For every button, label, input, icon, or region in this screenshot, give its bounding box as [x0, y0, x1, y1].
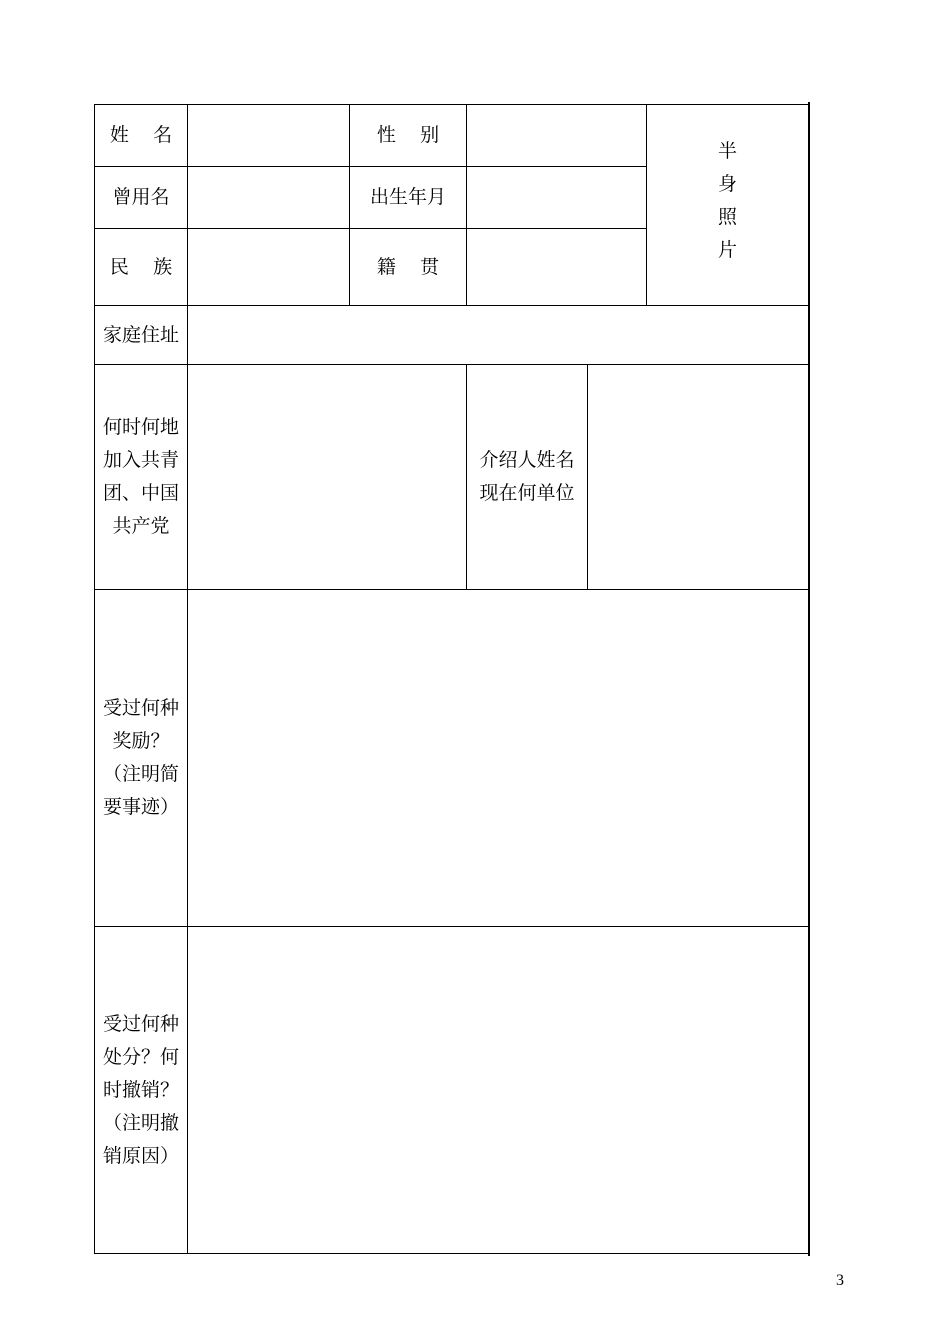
ethnicity-label: 民 族 — [109, 255, 173, 278]
punishments-field[interactable] — [188, 927, 809, 1254]
address-label-cell — [95, 306, 188, 365]
native-place-field[interactable] — [467, 229, 647, 306]
former-name-label: 曾用名 — [112, 186, 170, 208]
address-label: 家庭住址 — [102, 323, 179, 346]
ethnicity-label-cell — [95, 229, 188, 306]
name-label: 姓 名 — [109, 124, 173, 146]
rewards-label-cell — [95, 590, 188, 927]
native-place-label: 籍 贯 — [376, 255, 440, 278]
native-place-label-cell — [350, 229, 467, 306]
ethnicity-field[interactable] — [188, 229, 350, 306]
table-right-border — [808, 102, 810, 1256]
former-name-label-cell — [95, 167, 188, 229]
punishments-label-cell — [95, 927, 188, 1254]
birth-label-cell — [350, 167, 467, 229]
rewards-label: 受过何种 奖励？ （注明简 要事迹） — [102, 697, 179, 818]
former-name-field[interactable] — [188, 167, 350, 229]
name-label-cell — [95, 105, 188, 167]
birth-field[interactable] — [467, 167, 647, 229]
personal-info-form — [94, 104, 809, 1254]
join-label: 何时何地 加入共青 团、中国 共产党 — [102, 416, 179, 537]
address-field[interactable] — [188, 306, 809, 365]
rewards-field[interactable] — [188, 590, 809, 927]
page-number: 3 — [836, 1272, 844, 1289]
introducer-label-cell — [467, 365, 588, 590]
gender-label: 性 别 — [376, 124, 440, 146]
photo-label: 半 身 照 片 — [718, 140, 738, 261]
introducer-label: 介绍人姓名 现在何单位 — [479, 449, 575, 504]
gender-label-cell — [350, 105, 467, 167]
photo-cell[interactable] — [647, 105, 809, 306]
join-field[interactable] — [188, 365, 467, 590]
introducer-field[interactable] — [588, 365, 809, 590]
name-field[interactable] — [188, 105, 350, 167]
join-label-cell — [95, 365, 188, 590]
birth-label: 出生年月 — [370, 186, 447, 208]
punishments-label: 受过何种 处分？何 时撤销？ （注明撤 销原因） — [102, 1012, 179, 1167]
gender-field[interactable] — [467, 105, 647, 167]
